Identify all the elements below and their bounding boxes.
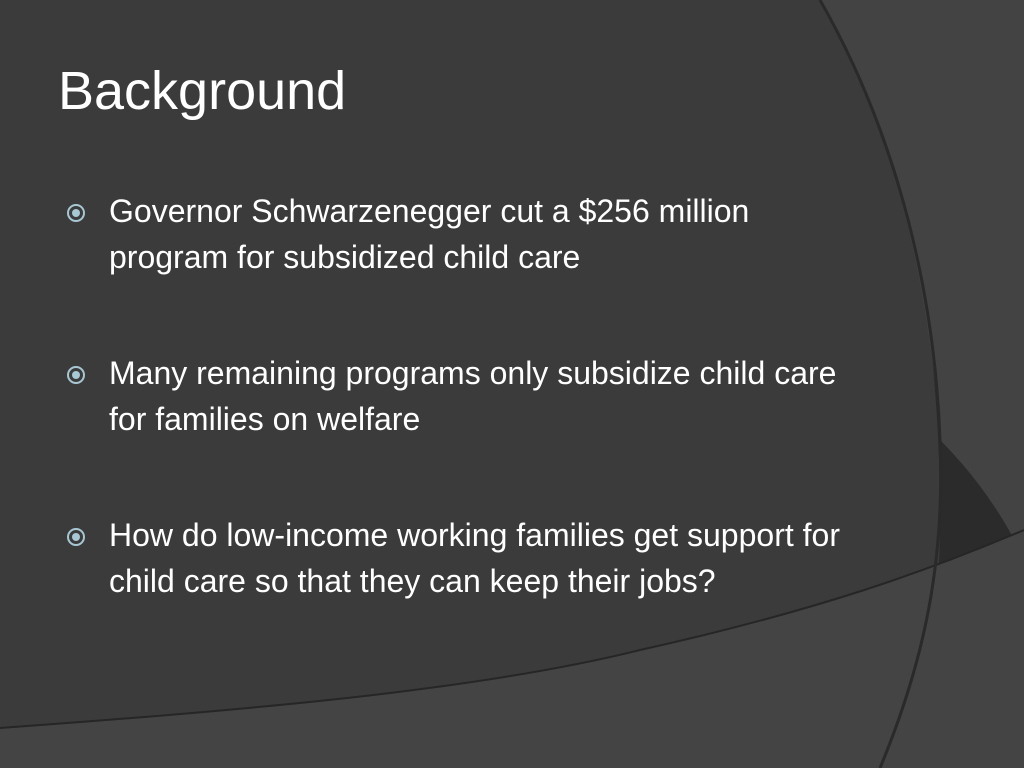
bullet-list [66, 188, 866, 604]
bullet-item [66, 512, 866, 604]
circled-dot-bullet-icon [66, 365, 86, 385]
bullet-text: Many remaining programs only subsidize child care for families on welfare [109, 355, 837, 437]
circled-dot-bullet-icon [66, 527, 86, 547]
slide-title: Background [58, 61, 347, 121]
bullet-text: How do low-income working families get support for child care so that they can keep their jobs? [109, 517, 840, 599]
bullet-item [66, 350, 866, 442]
bullet-text: Governor Schwarzenegger cut a $256 million program for subsidized child care [109, 193, 750, 275]
bullet-item [66, 188, 866, 280]
circled-dot-bullet-icon [66, 203, 86, 223]
